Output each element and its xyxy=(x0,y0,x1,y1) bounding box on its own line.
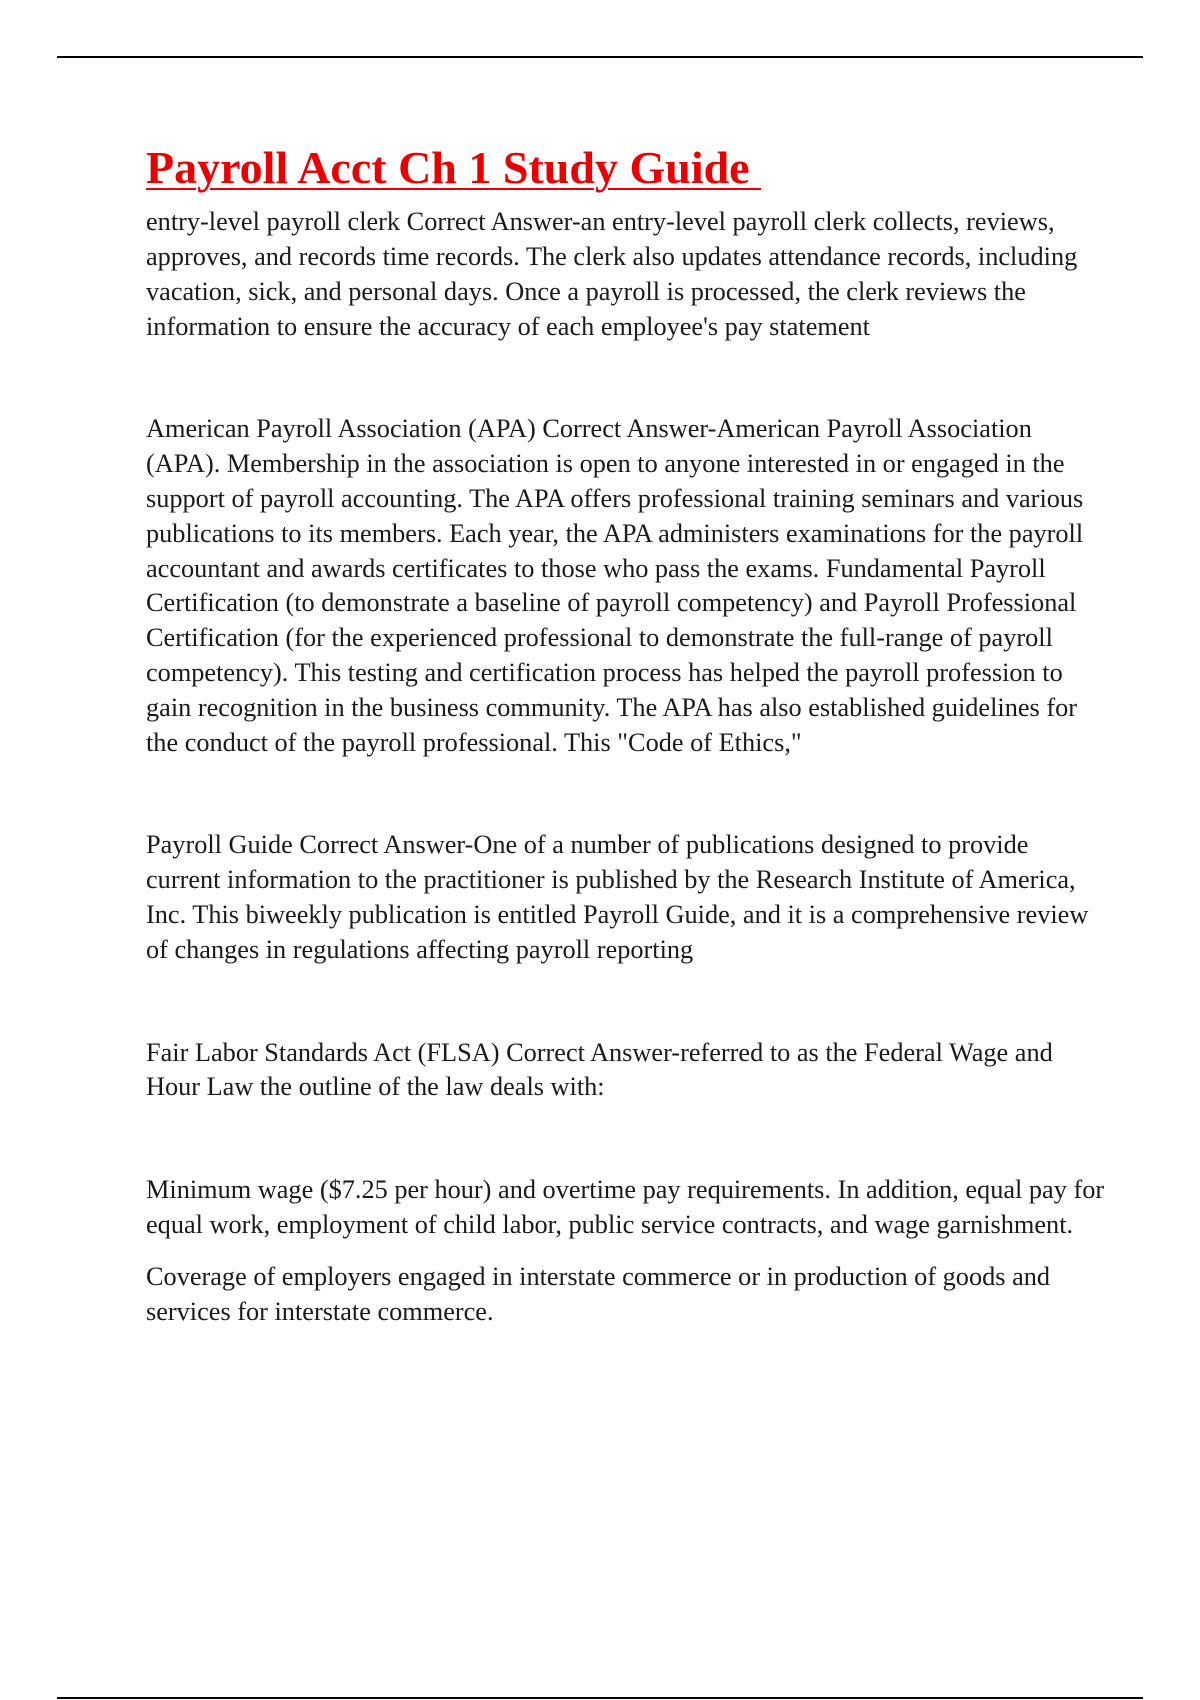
paragraph-entry-level-payroll-clerk: entry-level payroll clerk Correct Answer-an entry-level payroll clerk collects, reviews, approves, and records time records. The clerk also updates attendance records, including vacation, sick, and personal days. Once a payroll is processed, the clerk reviews the information to ensure the accuracy of each employee's pay statement xyxy=(146,207,1078,341)
paragraph-fair-labor-standards-act: Fair Labor Standards Act (FLSA) Correct Answer-referred to as the Federal Wage and Hour Law the outline of the law deals with: xyxy=(146,1037,1053,1102)
paragraph-payroll-guide: Payroll Guide Correct Answer-One of a number of publications designed to provide current information to the practitioner is published by the Research Institute of America, Inc. This biweekly publication is entitled Payroll Guide, and it is a comprehensive review of changes in regulations affecting payroll reporting xyxy=(146,830,1089,964)
paragraph-minimum-wage: Minimum wage ($7.25 per hour) and overtime pay requirements. In addition, equal pay for equal work, employment of child labor, public service contracts, and wage garnishment. xyxy=(146,1175,1105,1239)
document-body xyxy=(146,140,1106,1329)
footer-rule xyxy=(57,1697,1143,1699)
paragraph-interstate-commerce-coverage: Coverage of employers engaged in interstate commerce or in production of goods and services for interstate commerce. xyxy=(146,1261,1051,1326)
paragraph-american-payroll-association: American Payroll Association (APA) Correct Answer-American Payroll Association (APA). Membership in the association is open to anyone interested in or engaged in the support of payroll accounting. The APA offers professional training seminars and various publications to its members. Each year, the APA administers examinations for the payroll accountant and awards certificates to those who pass the exams. Fundamental Payroll Certification (to demonstrate a baseline of payroll competency) and Payroll Professional Certification (for the experienced professional to demonstrate the full-range of payroll competency). This testing and certification process has helped the payroll profession to gain recognition in the business community. The APA has also established guidelines for the conduct of the payroll professional. This "Code of Ethics," xyxy=(146,414,1084,757)
document-title: Payroll Acct Ch 1 Study Guide xyxy=(146,142,762,193)
header-rule xyxy=(57,56,1143,58)
